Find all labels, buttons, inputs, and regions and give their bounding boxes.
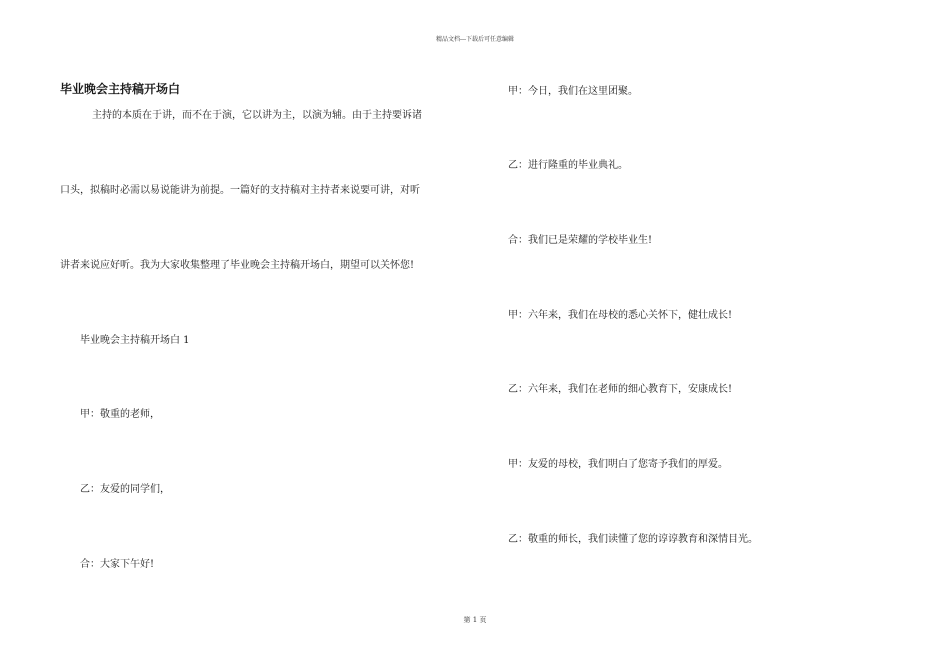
dialogue-line: 合：大家下午好!: [80, 559, 155, 570]
dialogue-line: 乙：友爱的同学们，: [80, 484, 170, 495]
document-title: 毕业晚会主持稿开场白: [60, 82, 181, 96]
dialogue-line: 甲：友爱的母校，我们明白了您寄予我们的厚爱。: [508, 459, 728, 470]
dialogue-line: 乙：敬重的师长，我们读懂了您的谆谆教育和深情目光。: [508, 534, 758, 545]
page-number: 第 1 页: [463, 616, 487, 624]
intro-line-1: 主持的本质在于讲，而不在于演，它以讲为主，以演为辅。由于主持要诉诸: [92, 110, 422, 121]
dialogue-line: 甲：今日，我们在这里团聚。: [508, 86, 638, 97]
section-title: 毕业晚会主持稿开场白 1: [80, 335, 190, 346]
intro-line-2: 口头，拟稿时必需以易说能讲为前提。一篇好的支持稿对主持者来说要可讲，对听: [60, 185, 420, 196]
dialogue-line: 乙：六年来，我们在老师的细心教育下，安康成长!: [508, 384, 733, 395]
intro-line-3: 讲者来说应好听。我为大家收集整理了毕业晚会主持稿开场白，期望可以关怀您!: [60, 260, 415, 271]
dialogue-line: 甲：六年来，我们在母校的悉心关怀下，健壮成长!: [508, 310, 733, 321]
dialogue-line: 甲：敬重的老师，: [80, 409, 160, 420]
dialogue-line: 合：我们已是荣耀的学校毕业生!: [508, 235, 653, 246]
page-header: 精品文档---下载后可任意编辑: [435, 36, 515, 43]
dialogue-line: 乙：进行隆重的毕业典礼。: [508, 160, 628, 171]
